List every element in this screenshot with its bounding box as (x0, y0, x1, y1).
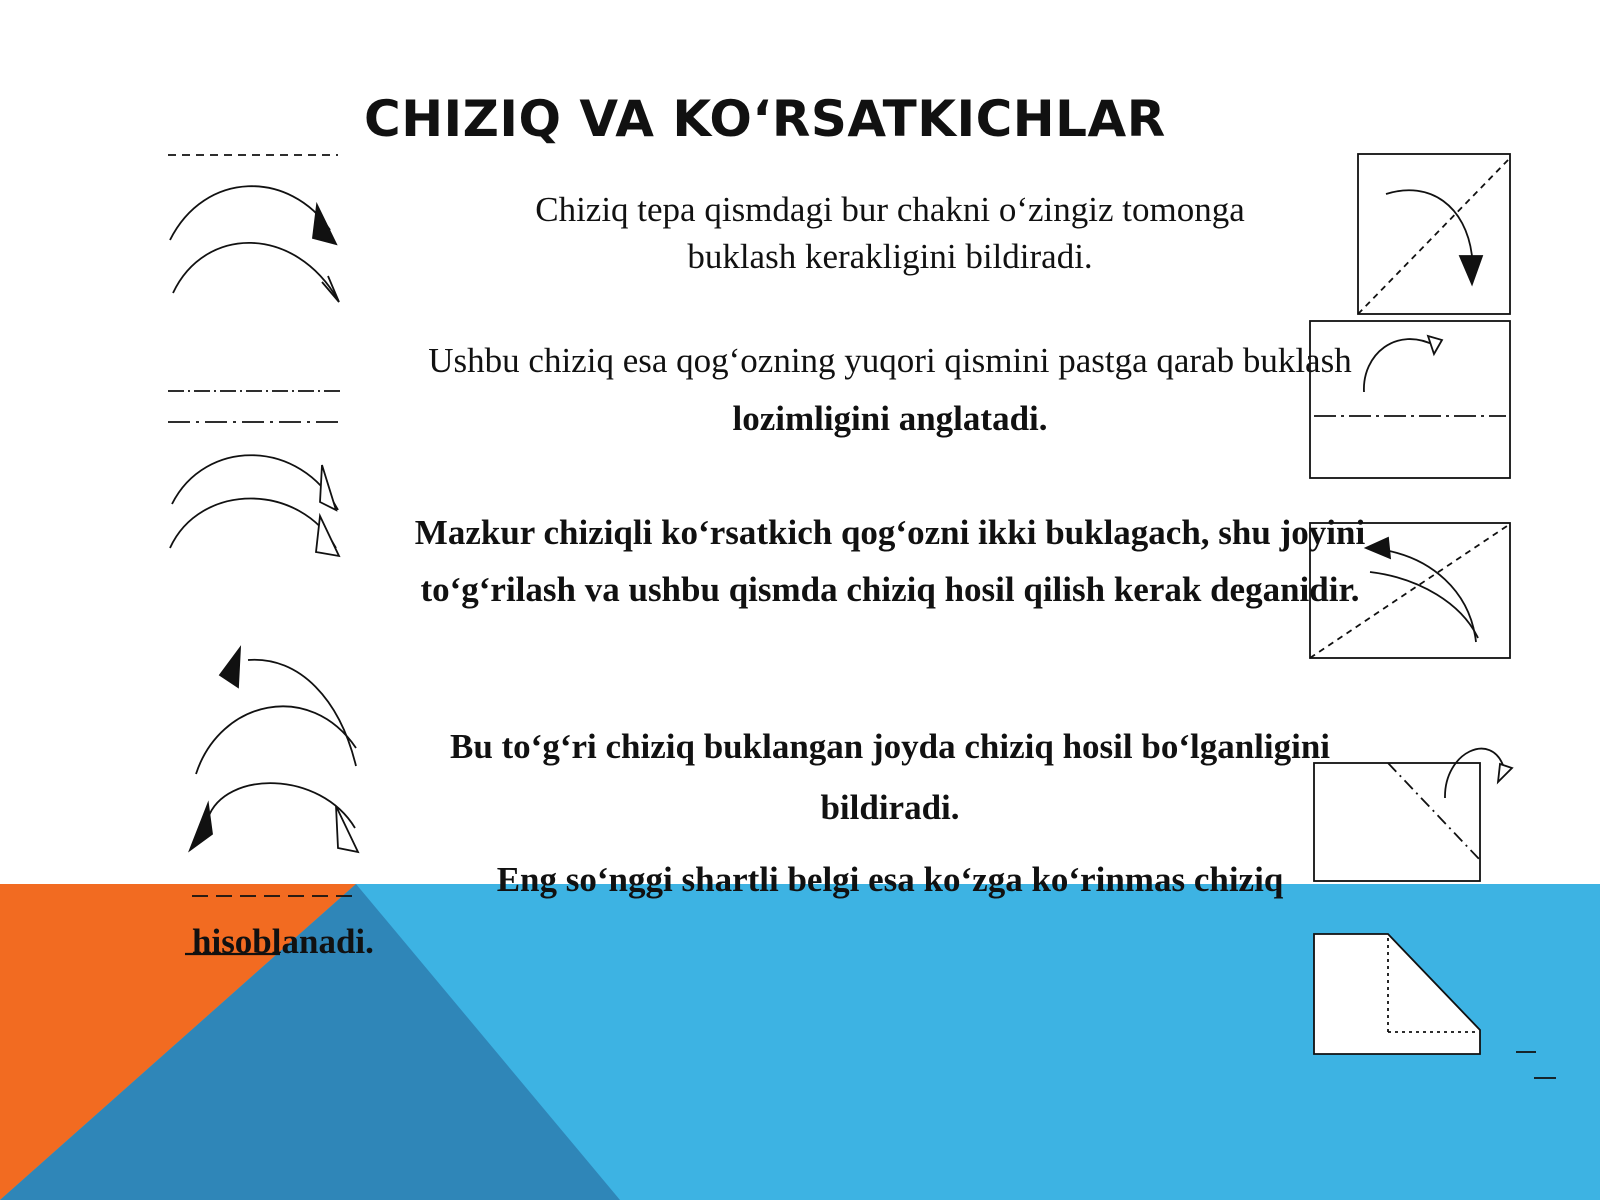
paragraph-hidden-line (360, 856, 1420, 904)
paragraph-line: Ushbu chiziq esa qog‘ozning yuqori qismini pastga qarab buklash (428, 341, 1352, 380)
corner-dashes (1516, 1052, 1556, 1078)
paragraph-valley-fold (470, 186, 1310, 280)
paragraph-line: bildiradi. (820, 788, 960, 827)
paragraph-hidden-line-end (192, 918, 492, 966)
dash-dot-lines-icon (168, 391, 342, 422)
paragraph-line: buklash kerakligini bildiradi. (687, 237, 1093, 276)
paragraph-line: lozimligini anglatadi. (732, 399, 1048, 438)
paragraph-line: Mazkur chiziqli ko‘rsatkich qog‘ozni ikki buklagach, shu joyini (414, 513, 1366, 552)
paragraph-line: hisoblanadi. (192, 922, 374, 961)
paragraph-mountain-fold (360, 332, 1420, 448)
slide-title: CHIZIQ VA KO‘RSATKICHLAR (364, 90, 1166, 148)
paragraph-line: Eng so‘nggi shartli belgi esa ko‘zga ko‘rinmas chiziq (496, 860, 1284, 899)
diagonal-fold-square-icon (1358, 154, 1510, 314)
mountain-fold-arrows-icon (170, 455, 339, 556)
paragraph-straight-line (360, 716, 1420, 838)
valley-fold-arrows-icon (170, 186, 339, 302)
crease-arrows-icon (190, 648, 358, 852)
hidden-fold-shape-icon (1314, 934, 1480, 1054)
paragraph-crease-indicator (360, 504, 1420, 618)
paragraph-line: Bu to‘g‘ri chiziq buklangan joyda chiziq hosil bo‘lganligini (449, 727, 1331, 766)
paragraph-line: to‘g‘rilash va ushbu qismda chiziq hosil qilish kerak deganidir. (420, 570, 1360, 609)
paragraph-line: Chiziq tepa qismdagi bur chakni o‘zingiz tomonga (535, 190, 1245, 229)
